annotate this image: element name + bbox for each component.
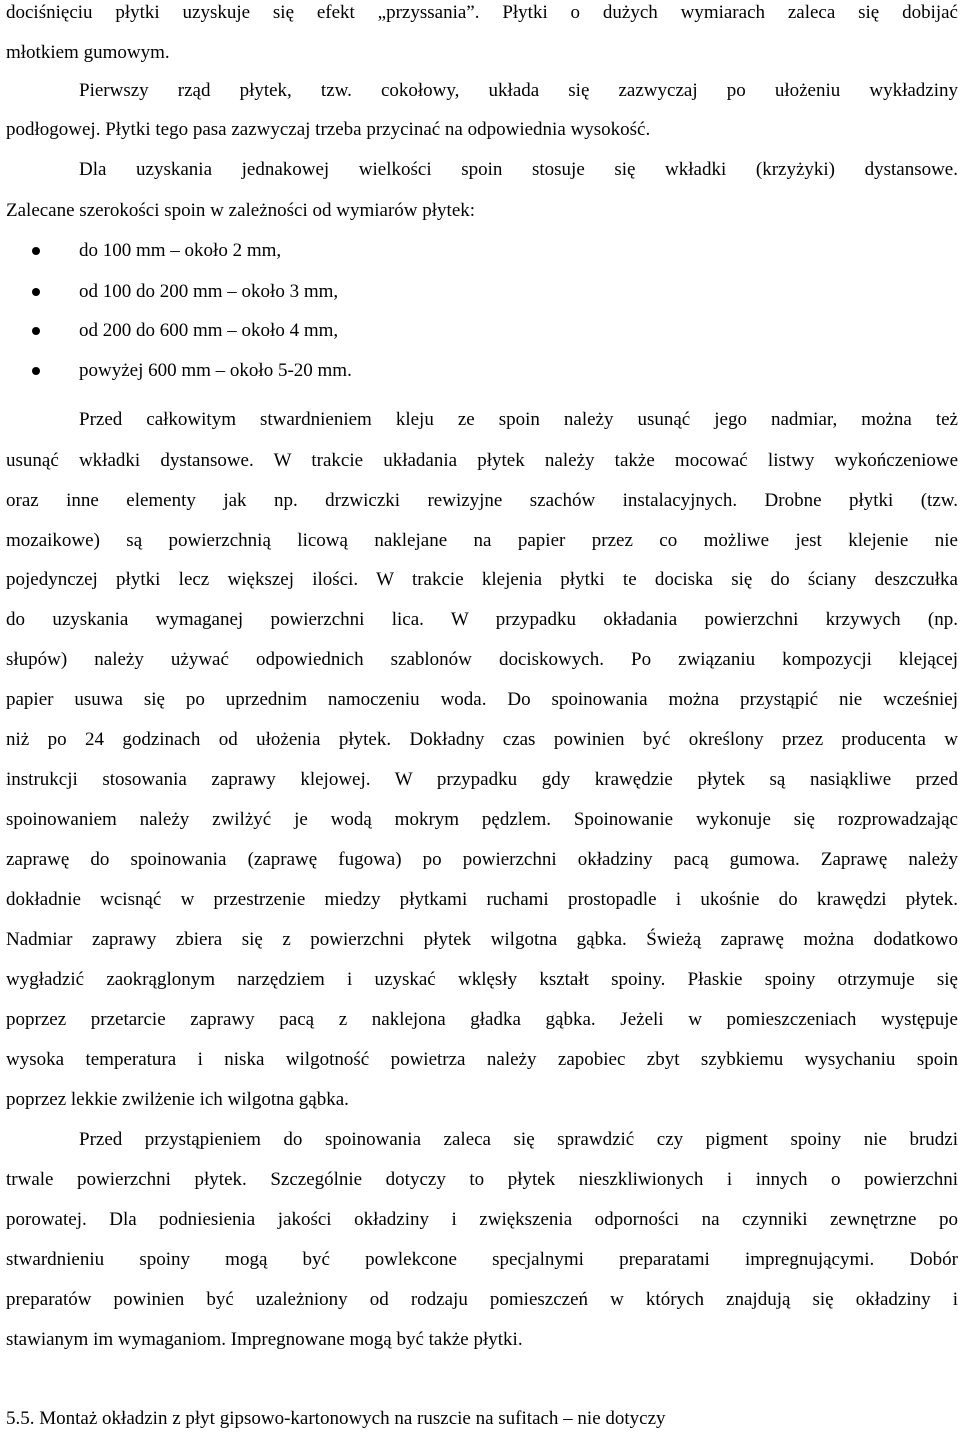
text-line: niż po 24 godzinach od ułożenia płytek. Dokładny czas powinien być określony przez producenta w [6, 729, 958, 750]
text-line: trwale powierzchni płytek. Szczególnie dotyczy to płytek nieszkliwionych i innych o powierzchni [6, 1169, 958, 1190]
text-line: spoinowaniem należy zwilżyć je wodą mokrym pędzlem. Spoinowanie wykonuje się rozprowadzając [6, 809, 958, 830]
bullet-icon [32, 327, 40, 335]
list-item: od 200 do 600 mm – około 4 mm, [79, 320, 339, 341]
text-line: stawianym im wymaganiom. Impregnowane mogą być także płytki. [6, 1329, 523, 1350]
text-line: papier usuwa się po uprzednim namoczeniu woda. Do spoinowania można przystąpić nie wcześniej [6, 689, 958, 710]
list-item: od 100 do 200 mm – około 3 mm, [79, 281, 339, 302]
list-item: do 100 mm – około 2 mm, [79, 240, 282, 261]
text-line: podłogowej. Płytki tego pasa zazwyczaj trzeba przycinać na odpowiednia wysokość. [6, 119, 651, 140]
text-line: do uzyskania wymaganej powierzchni lica. W przypadku okładania powierzchni krzywych (np. [6, 609, 958, 630]
text-line: usunąć wkładki dystansowe. W trakcie układania płytek należy także mocować listwy wykończeniowe [6, 450, 958, 471]
bullet-icon [32, 367, 40, 375]
text-line: instrukcji stosowania zaprawy klejowej. W przypadku gdy krawędzie płytek są nasiąkliwe przed [6, 769, 958, 790]
text-line: wysoka temperatura i niska wilgotność powietrza należy zapobiec zbyt szybkiemu wysychaniu spoin [6, 1049, 958, 1070]
text-line: Zalecane szerokości spoin w zależności od wymiarów płytek: [6, 200, 476, 221]
text-line: słupów) należy używać odpowiednich szablonów dociskowych. Po związaniu kompozycji klejącej [6, 649, 958, 670]
bullet-icon [32, 288, 40, 296]
paragraph-first-line: Przed całkowitym stwardnieniem kleju ze spoin należy usunąć jego nadmiar, można też [79, 409, 958, 430]
text-line: zaprawę do spoinowania (zaprawę fugowa) po powierzchni okładziny pacą gumowa. Zaprawę należy [6, 849, 958, 870]
text-line: preparatów powinien być uzależniony od rodzaju pomieszczeń w których znajdują się okładziny i [6, 1289, 958, 1310]
text-line: młotkiem gumowym. [6, 42, 170, 63]
section-heading: 5.5. Montaż okładzin z płyt gipsowo-kartonowych na ruszcie na sufitach – nie dotyczy [6, 1408, 666, 1429]
paragraph-first-line: Pierwszy rząd płytek, tzw. cokołowy, układa się zazwyczaj po ułożeniu wykładziny [79, 80, 958, 101]
text-line: mozaikowe) są powierzchnią licową naklejane na papier przez co możliwe jest klejenie nie [6, 530, 958, 551]
text-line: dokładnie wcisnąć w przestrzenie miedzy płytkami ruchami prostopadle i ukośnie do krawędzi płytek. [6, 889, 958, 910]
text-line: oraz inne elementy jak np. drzwiczki rewizyjne szachów instalacyjnych. Drobne płytki (tzw. [6, 490, 958, 511]
text-line: poprzez przetarcie zaprawy pacą z naklejona gładka gąbka. Jeżeli w pomieszczeniach występuje [6, 1009, 958, 1030]
list-item: powyżej 600 mm – około 5-20 mm. [79, 360, 352, 381]
text-line: stwardnieniu spoiny mogą być powlekcone specjalnymi preparatami impregnującymi. Dobór [6, 1249, 958, 1270]
text-line: pojedynczej płytki lecz większej ilości. W trakcie klejenia płytki te dociska się do ściany deszczułka [6, 569, 958, 590]
text-line: porowatej. Dla podniesienia jakości okładziny i zwiększenia odporności na czynniki zewnętrzne po [6, 1209, 958, 1230]
text-line: dociśnięciu płytki uzyskuje się efekt „przyssania”. Płytki o dużych wymiarach zaleca się dobijać [6, 2, 958, 23]
text-line: poprzez lekkie zwilżenie ich wilgotna gąbka. [6, 1089, 349, 1110]
paragraph-first-line: Przed przystąpieniem do spoinowania zaleca się sprawdzić czy pigment spoiny nie brudzi [79, 1129, 958, 1150]
text-line: Nadmiar zaprawy zbiera się z powierzchni płytek wilgotna gąbka. Świeżą zaprawę można dodatkowo [6, 929, 958, 950]
text-line: wygładzić zaokrąglonym narzędziem i uzyskać wklęsły kształt spoiny. Płaskie spoiny otrzymuje się [6, 969, 958, 990]
bullet-icon [32, 247, 40, 255]
paragraph-first-line: Dla uzyskania jednakowej wielkości spoin stosuje się wkładki (krzyżyki) dystansowe. [79, 159, 958, 180]
